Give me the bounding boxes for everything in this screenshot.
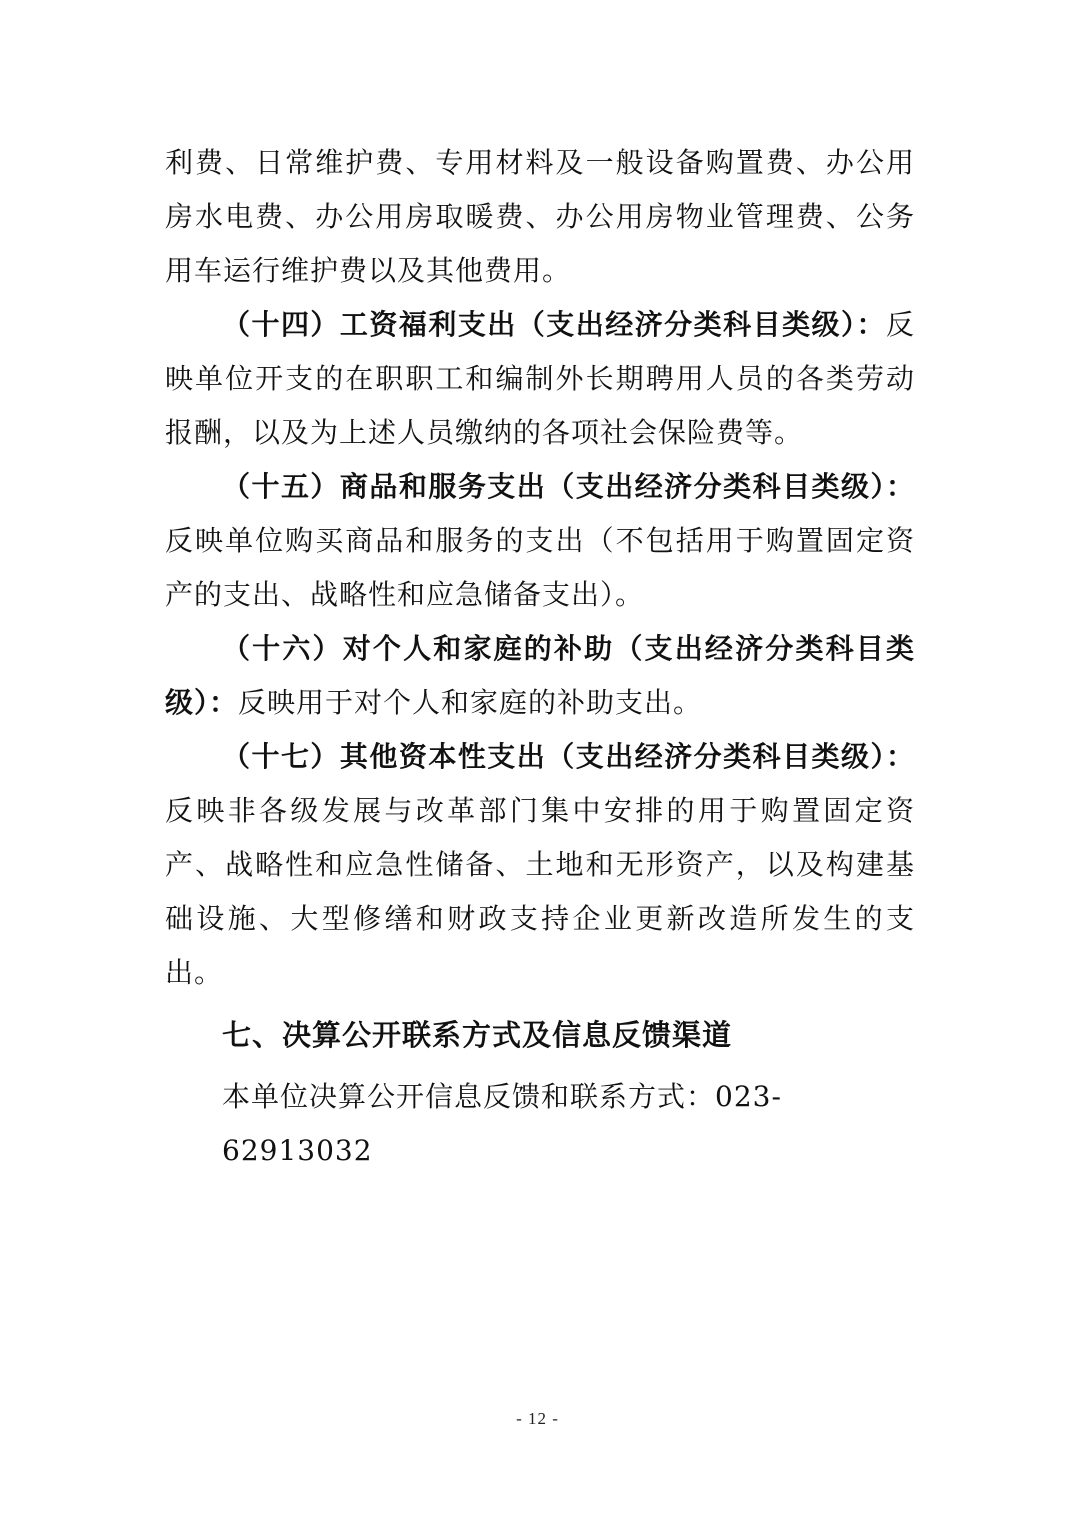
section-heading: 七、决算公开联系方式及信息反馈渠道: [222, 1018, 733, 1052]
item-body-17: 反映非各级发展与改革部门集中安排的用于购置固定资产、战略性和应急性储备、土地和无形资产，以及构建基础设施、大型修缮和财政支持企业更新改造所发生的支出。: [165, 794, 915, 989]
intro-paragraph: 利费、日常维护费、专用材料及一般设备购置费、办公用房水电费、办公用房取暖费、办公用房物业管理费、公务用车运行维护费以及其他费用。: [165, 146, 915, 287]
item-paragraph-16: [165, 622, 915, 730]
item-title-15: （十五）商品和服务支出（支出经济分类科目类级）：: [222, 470, 915, 503]
item-paragraph-15: [165, 460, 915, 622]
item-body-14: 反映单位开支的在职职工和编制外长期聘用人员的各类劳动报酬，以及为上述人员缴纳的各项社会保险费等。: [165, 308, 915, 449]
item-title-14: （十四）工资福利支出（支出经济分类科目类级）：: [222, 308, 886, 341]
item-body-15: 反映单位购买商品和服务的支出（不包括用于购置固定资产的支出、战略性和应急储备支出）。: [165, 524, 915, 611]
item-title-17: （十七）其他资本性支出（支出经济分类科目类级）：: [222, 740, 915, 773]
document-body: [165, 136, 915, 1178]
item-title-16: （十六）对个人和家庭的补助（支出经济分类科目类级）：: [165, 632, 915, 719]
item-body-16: 反映用于对个人和家庭的补助支出。: [238, 686, 703, 719]
item-paragraph-14: [165, 298, 915, 460]
item-paragraph-17: [165, 730, 915, 1000]
contact-line: 本单位决算公开信息反馈和联系方式：023-62913032: [222, 1080, 782, 1167]
page-number: - 12 -: [516, 1409, 559, 1428]
